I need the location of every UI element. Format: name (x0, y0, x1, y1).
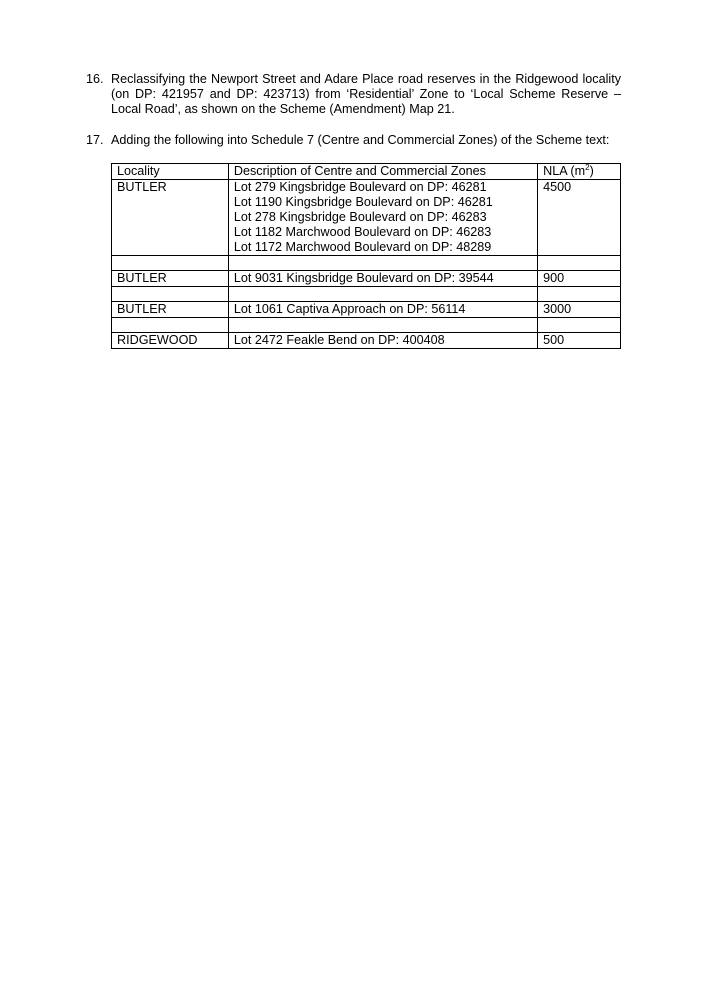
list-item-text: Adding the following into Schedule 7 (Centre and Commercial Zones) of the Scheme text: (111, 133, 610, 147)
header-nla-superscript: 2 (585, 162, 590, 172)
header-nla (538, 164, 621, 180)
cell-locality: BUTLER (112, 302, 229, 318)
description-line: Lot 9031 Kingsbridge Boulevard on DP: 39544 (233, 271, 494, 285)
header-nla-suffix: ) (589, 164, 594, 178)
list-item-17 (86, 133, 621, 148)
header-description: Description of Centre and Commercial Zones (228, 164, 537, 180)
table-row (112, 333, 621, 349)
table-spacer-row (112, 287, 621, 302)
description-line: Lot 278 Kingsbridge Boulevard on DP: 46283 (233, 210, 487, 224)
list-item-text: Reclassifying the Newport Street and Adare Place road reserves in the Ridgewood locality (on DP: 421957 and DP: 423713) from ‘Residential’ Zone to ‘Local Scheme Reserve – Local Road’, as shown on the Scheme (Amendment) Map 21. (111, 72, 621, 116)
cell-description (228, 302, 537, 318)
cell-locality: BUTLER (112, 180, 229, 256)
table-row (112, 302, 621, 318)
table-spacer-row (112, 318, 621, 333)
cell-nla: 900 (538, 271, 621, 287)
description-line: Lot 2472 Feakle Bend on DP: 400408 (233, 333, 445, 347)
cell-nla: 3000 (538, 302, 621, 318)
list-item-number: 16. (86, 72, 104, 86)
description-line: Lot 279 Kingsbridge Boulevard on DP: 46281 (233, 180, 487, 194)
cell-description (228, 333, 537, 349)
cell-locality: BUTLER (112, 271, 229, 287)
list-item-number: 17. (86, 133, 104, 147)
header-locality: Locality (112, 164, 229, 180)
table-row (112, 180, 621, 256)
cell-nla: 4500 (538, 180, 621, 256)
header-nla-prefix: NLA (m (543, 164, 586, 178)
list-item-16 (86, 72, 621, 117)
table-spacer-row (112, 256, 621, 271)
cell-locality: RIDGEWOOD (112, 333, 229, 349)
description-line: Lot 1182 Marchwood Boulevard on DP: 46283 (233, 225, 492, 239)
table-row (112, 271, 621, 287)
cell-description (228, 180, 537, 256)
description-line: Lot 1172 Marchwood Boulevard on DP: 48289 (233, 240, 492, 254)
cell-nla: 500 (538, 333, 621, 349)
cell-description (228, 271, 537, 287)
description-line: Lot 1190 Kingsbridge Boulevard on DP: 46281 (233, 195, 493, 209)
schedule-7-table (111, 163, 621, 349)
description-line: Lot 1061 Captiva Approach on DP: 56114 (233, 302, 466, 316)
table-header-row (112, 164, 621, 180)
